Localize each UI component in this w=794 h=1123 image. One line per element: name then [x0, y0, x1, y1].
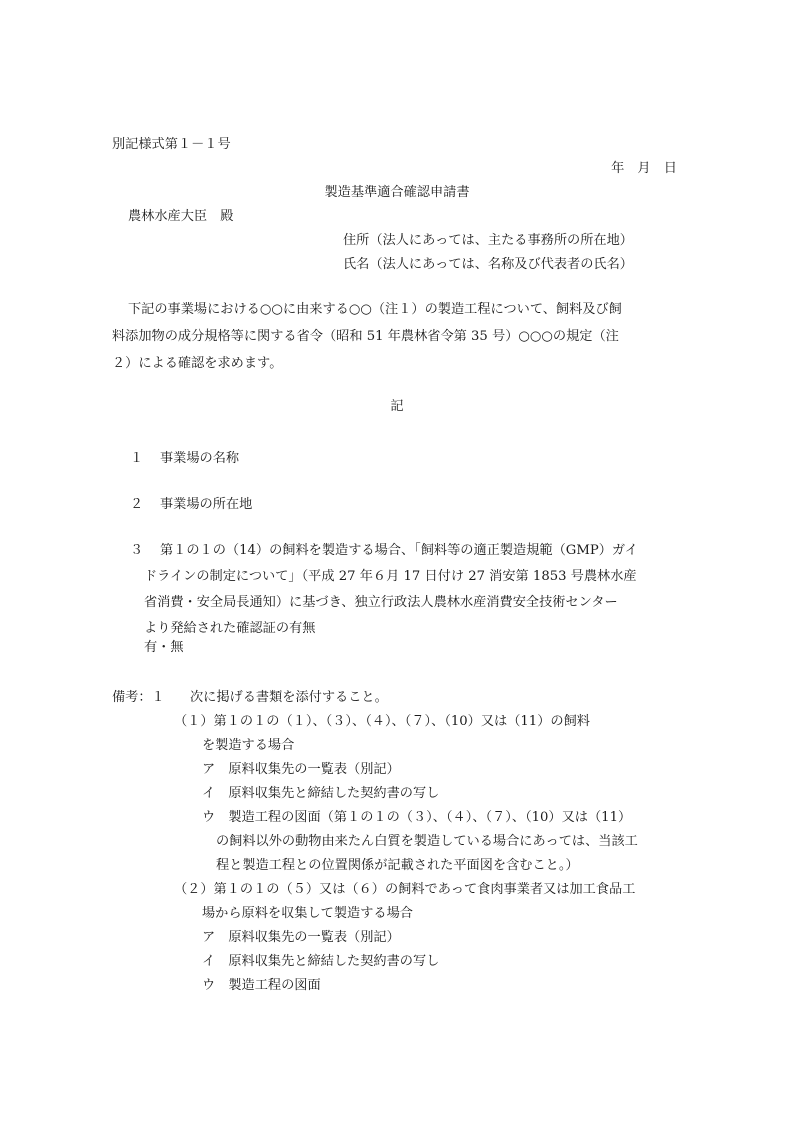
remarks-sub2-line-1: （２）第１の１の（５）又は（６）の飼料であって食肉事業者又は加工食品工 [174, 882, 636, 897]
remarks-sub1-line-1: （１）第１の１の（１）、（３）、（４）、（７）、（10）又は（11）の飼料 [174, 714, 590, 729]
remarks-sub1-a: ア 原料収集先の一覧表（別記） [202, 762, 400, 777]
intro-line-1: 下記の事業場における○○に由来する○○（注１）の製造工程について、飼料及び飼 [128, 302, 622, 317]
item-3-line-4: より発給された確認証の有無 [144, 621, 316, 636]
remarks-sub1-u-1: ウ 製造工程の図面（第１の１の（３）、（４）、（７）、（10）又は（11） [202, 810, 632, 825]
applicant-address: 住所（法人にあっては、主たる事務所の所在地） [343, 233, 633, 248]
item-2-number: ２ [130, 497, 144, 512]
item-1-number: １ [130, 451, 144, 466]
item-3-number: ３ [130, 543, 144, 558]
remarks-sub1-line-2: を製造する場合 [202, 738, 295, 753]
item-3-choice: 有・無 [144, 640, 184, 655]
date-field: 年 月 日 [611, 161, 677, 176]
remarks-sub1-u-3: 程と製造工程との位置関係が記載された平面図を含むこと。） [216, 858, 579, 873]
remarks-sub2-i: イ 原料収集先と締結した契約書の写し [202, 954, 440, 969]
applicant-name: 氏名（法人にあっては、名称及び代表者の氏名） [343, 257, 633, 272]
item-1-text: 事業場の名称 [160, 451, 240, 466]
item-1 [130, 447, 239, 471]
item-3-line-2: ドラインの制定について」（平成 27 年６月 17 日付け 27 消安第 1853 号農林水産 [144, 569, 637, 584]
addressee: 農林水産大臣 殿 [128, 209, 234, 224]
remarks-sub1-i: イ 原料収集先と締結した契約書の写し [202, 786, 440, 801]
intro-line-2: 料添加物の成分規格等に関する省令（昭和 51 年農林省令第 35 号）○○○の規定（注 [112, 329, 619, 344]
intro-line-3: ２）による確認を求めます。 [112, 356, 283, 371]
item-2 [130, 493, 252, 517]
remarks-sub1-u-2: の飼料以外の動物由来たん白質を製造している場合にあっては、当該工 [216, 834, 638, 849]
form-number: 別記様式第１－１号 [112, 137, 231, 152]
remarks-intro: 次に掲げる書類を添付すること。 [190, 690, 388, 705]
item-3-line-3: 省消費・安全局長通知）に基づき、独立行政法人農林水産消費安全技術センター [144, 595, 618, 610]
item-3-line-1: 第１の１の（14）の飼料を製造する場合、「飼料等の適正製造規範（GMP）ガイ [160, 543, 638, 558]
remarks-sub2-line-2: 場から原料を収集して製造する場合 [202, 906, 413, 921]
item-2-text: 事業場の所在地 [160, 497, 253, 512]
remarks-label: 備考：１ [112, 690, 165, 705]
remarks-sub2-u: ウ 製造工程の図面 [202, 978, 321, 993]
remarks-sub2-a: ア 原料収集先の一覧表（別記） [202, 930, 400, 945]
ki-heading: 記 [390, 399, 404, 414]
document-title: 製造基準適合確認申請書 [324, 185, 470, 200]
